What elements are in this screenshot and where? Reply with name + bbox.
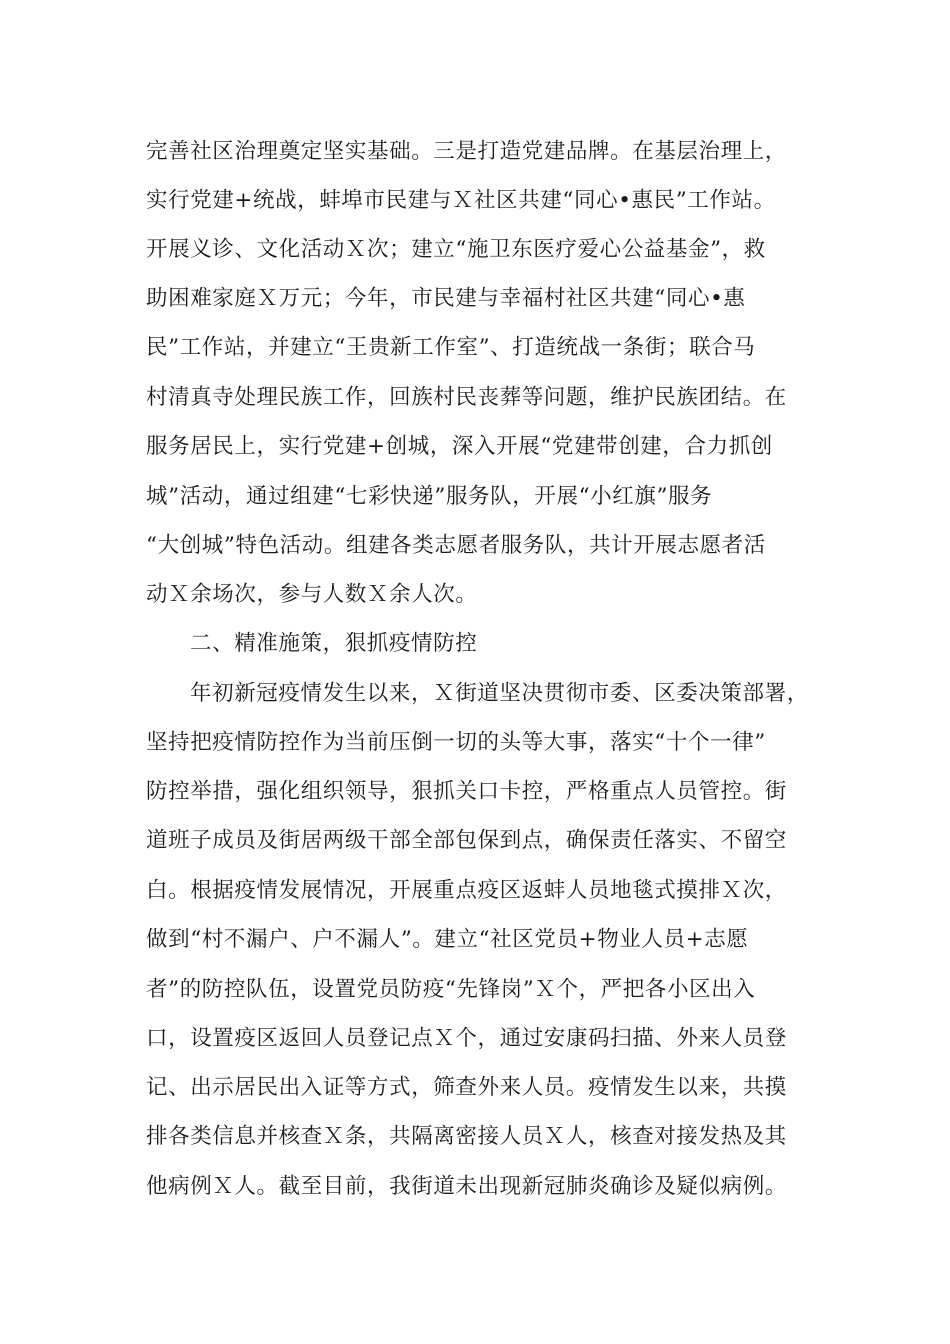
text-line: 他病例Ｘ人。截至目前，我街道未出现新冠肺炎确诊及疑似病例。 (146, 1174, 787, 1199)
text-line: 坚持把疫情防控作为当前压倒一切的头等大事，落实“十个一律” (146, 730, 766, 755)
text-line: 排各类信息并核查Ｘ条，共隔离密接人员Ｘ人，核查对接发热及其 (146, 1124, 787, 1149)
text-line: 开展义诊、文化活动Ｘ次；建立“施卫东医疗爱心公益基金”，救 (146, 237, 766, 262)
text-line: 口，设置疫区返回人员登记点Ｘ个，通过安康码扫描、外来人员登 (146, 1026, 787, 1051)
text-line: 者”的防控队伍，设置党员防疫“先锋岗”Ｘ个，严把各小区出入 (146, 977, 756, 1002)
text-line: 完善社区治理奠定坚实基础。三是打造党建品牌。在基层治理上， (146, 139, 787, 164)
text-line: 白。根据疫情发展情况，开展重点疫区返蚌人员地毯式摸排Ｘ次， (146, 878, 787, 903)
text-line: 城”活动，通过组建“七彩快递”服务队，开展“小红旗”服务 (146, 484, 713, 509)
text-line: 动Ｘ余场次，参与人数Ｘ余人次。 (146, 582, 478, 607)
text-line: 年初新冠疫情发生以来，Ｘ街道坚决贯彻市委、区委决策部署， (190, 681, 809, 706)
text-line: 民”工作站，并建立“王贵新工作室”、打造统战一条街；联合马 (146, 335, 756, 360)
text-line: 实行党建+统战，蚌埠市民建与Ｘ社区共建“同心•惠民”工作站。 (146, 188, 776, 213)
text-line: 记、出示居民出入证等方式，筛查外来人员。疫情发生以来，共摸 (146, 1075, 787, 1100)
section-heading: 二、精准施策，狠抓疫情防控 (190, 631, 478, 656)
text-line: “大创城”特色活动。组建各类志愿者服务队，共计开展志愿者活 (146, 533, 766, 558)
text-line: 助困难家庭Ｘ万元；今年，市民建与幸福村社区共建“同心•惠 (146, 286, 746, 311)
text-line: 防控举措，强化组织领导，狠抓关口卡控，严格重点人员管控。街 (146, 779, 787, 804)
text-line: 做到“村不漏户、户不漏人”。建立“社区党员+物业人员+志愿 (146, 927, 749, 952)
text-line: 村清真寺处理民族工作，回族村民丧葬等问题，维护民族团结。在 (146, 385, 787, 410)
text-line: 服务居民上，实行党建+创城，深入开展“党建带创建，合力抓创 (146, 434, 773, 459)
text-line: 道班子成员及街居两级干部全部包保到点，确保责任落实、不留空 (146, 828, 787, 853)
